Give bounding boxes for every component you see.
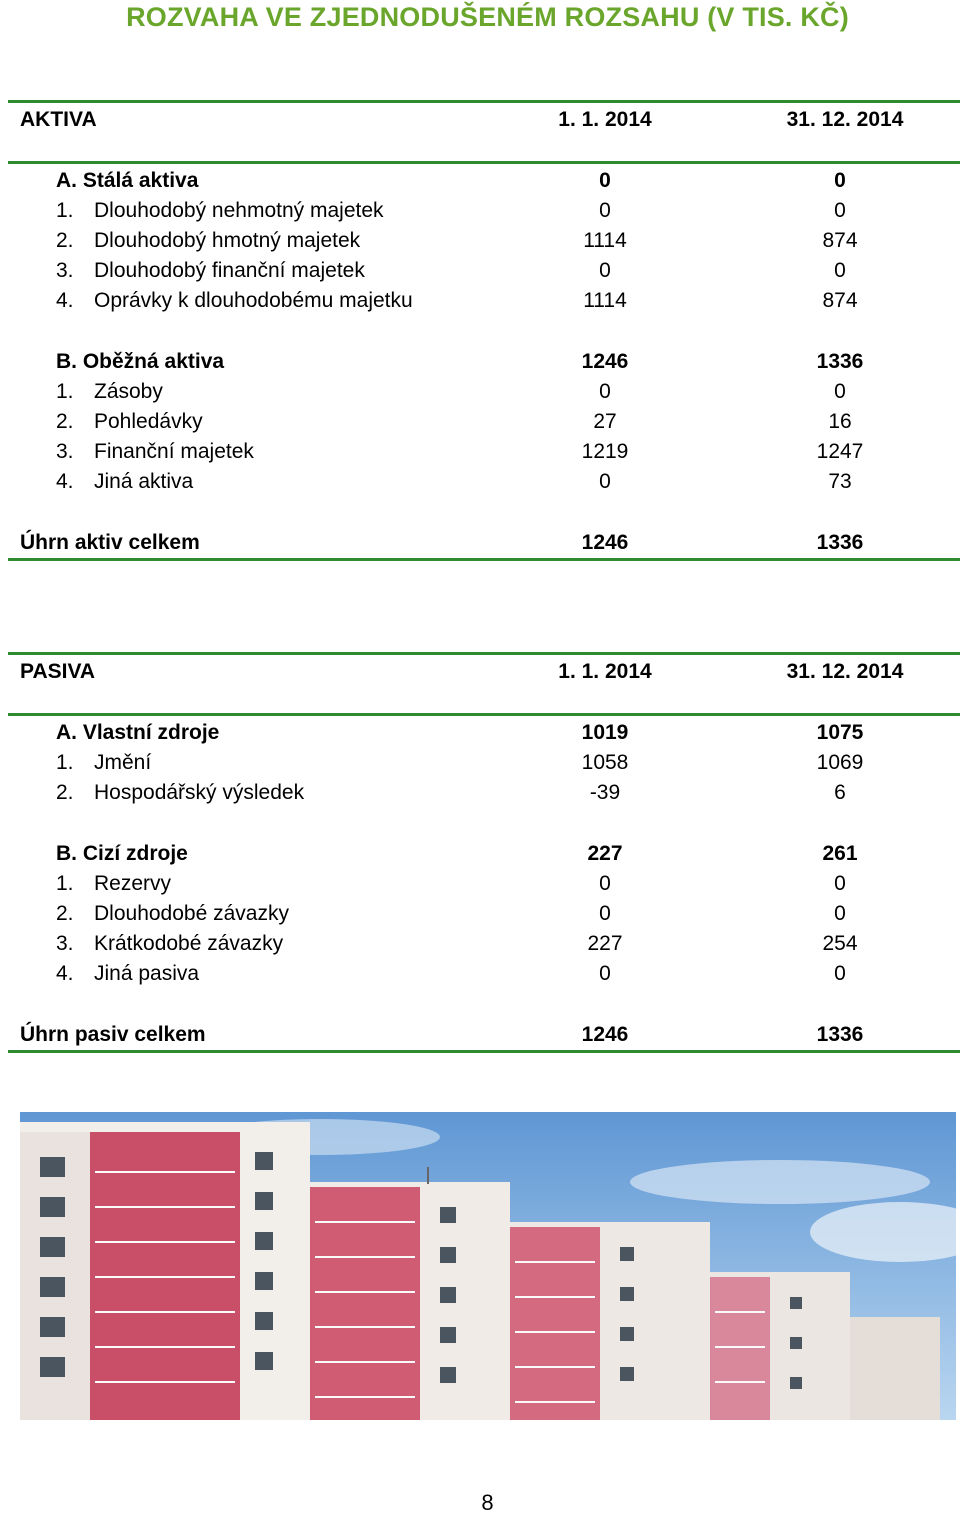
row-label: Dlouhodobý nehmotný majetek (94, 199, 384, 222)
header-col2: 31. 12. 2014 (786, 108, 904, 131)
row-col1: 0 (599, 962, 611, 985)
page-number: 8 (481, 1490, 494, 1515)
row-col2: 0 (834, 962, 846, 985)
header-label: PASIVA (20, 660, 96, 683)
row-label: Krátkodobé závazky (94, 932, 284, 955)
row-label: Hospodářský výsledek (94, 781, 305, 804)
section-row (8, 839, 960, 869)
table-row (8, 929, 960, 959)
section-col2: 261 (822, 842, 858, 865)
table-row (8, 256, 960, 286)
table-row (8, 196, 960, 226)
row-col2: 0 (834, 902, 846, 925)
total-row (8, 528, 960, 558)
row-col2: 874 (822, 229, 858, 252)
row-number: 1. (56, 199, 74, 222)
row-col2: 6 (834, 781, 846, 804)
row-number: 1. (56, 872, 74, 895)
row-col1: 1219 (581, 440, 629, 463)
total-col1: 1246 (581, 531, 629, 554)
page-title: ROZVAHA VE ZJEDNODUŠENÉM ROZSAHU (V TIS. KČ) (126, 2, 849, 32)
row-label: Dlouhodobý hmotný majetek (94, 229, 361, 252)
row-number: 3. (56, 932, 74, 955)
section-label: A. Vlastní zdroje (56, 721, 220, 744)
section-col1: 0 (599, 169, 611, 192)
header-col1: 1. 1. 2014 (558, 660, 652, 683)
row-col2: 1069 (816, 751, 864, 774)
row-col1: -39 (589, 781, 621, 804)
header-col2: 31. 12. 2014 (786, 660, 904, 683)
section-row (8, 718, 960, 748)
table-row (8, 437, 960, 467)
total-col1: 1246 (581, 1023, 629, 1046)
section-label: B. Cizí zdroje (56, 842, 188, 865)
table-header-row (8, 657, 960, 687)
row-col1: 0 (599, 902, 611, 925)
table-row (8, 959, 960, 989)
total-label: Úhrn aktiv celkem (20, 531, 200, 554)
building-block (850, 1317, 940, 1420)
apartment-building-photo (20, 1112, 956, 1420)
row-col2: 0 (834, 199, 846, 222)
row-col1: 0 (599, 470, 611, 493)
table-row (8, 286, 960, 316)
row-label: Pohledávky (94, 410, 203, 433)
row-col1: 27 (593, 410, 617, 433)
table-row (8, 407, 960, 437)
header-col1: 1. 1. 2014 (558, 108, 652, 131)
section-label: B. Oběžná aktiva (56, 350, 225, 373)
row-label: Zásoby (94, 380, 163, 403)
row-col2: 16 (828, 410, 852, 433)
section-row (8, 166, 960, 196)
row-col1: 0 (599, 199, 611, 222)
row-number: 1. (56, 380, 74, 403)
row-col2: 0 (834, 872, 846, 895)
section-col2: 0 (834, 169, 846, 192)
row-number: 4. (56, 289, 74, 312)
row-label: Rezervy (94, 872, 172, 895)
section-col1: 1019 (581, 721, 629, 744)
section-row (8, 347, 960, 377)
table-row (8, 226, 960, 256)
row-col1: 1114 (583, 229, 627, 252)
table-header-row (8, 105, 960, 135)
row-col1: 1114 (583, 289, 627, 312)
table-row (8, 377, 960, 407)
table-row (8, 899, 960, 929)
row-col1: 0 (599, 259, 611, 282)
total-col2: 1336 (816, 1023, 864, 1046)
section-col2: 1336 (816, 350, 864, 373)
row-number: 2. (56, 781, 74, 804)
table-row (8, 778, 960, 808)
header-label: AKTIVA (20, 108, 97, 131)
section-col2: 1075 (816, 721, 864, 744)
row-label: Dlouhodobý finanční majetek (94, 259, 365, 282)
row-number: 4. (56, 470, 74, 493)
section-col1: 227 (587, 842, 623, 865)
row-col2: 254 (822, 932, 858, 955)
table-row (8, 467, 960, 497)
row-col2: 1247 (816, 440, 864, 463)
row-col2: 73 (828, 470, 852, 493)
total-label: Úhrn pasiv celkem (20, 1023, 206, 1046)
row-label: Jmění (94, 751, 152, 774)
table-row (8, 869, 960, 899)
table-top-rule (8, 100, 960, 103)
row-number: 2. (56, 410, 74, 433)
row-col1: 227 (587, 932, 623, 955)
section-label: A. Stálá aktiva (56, 169, 199, 192)
table-top-rule (8, 652, 960, 655)
row-label: Jiná pasiva (94, 962, 200, 985)
table-bottom-rule (8, 558, 960, 561)
section-col1: 1246 (581, 350, 629, 373)
total-row (8, 1020, 960, 1050)
row-number: 3. (56, 259, 74, 282)
building-facade (710, 1277, 770, 1420)
row-label: Finanční majetek (94, 440, 254, 463)
table-row (8, 748, 960, 778)
row-number: 1. (56, 751, 74, 774)
row-col1: 1058 (581, 751, 629, 774)
header-bottom-rule (8, 161, 960, 164)
row-col1: 0 (599, 872, 611, 895)
building-facade (510, 1227, 600, 1420)
row-number: 3. (56, 440, 74, 463)
row-number: 2. (56, 902, 74, 925)
row-col2: 0 (834, 259, 846, 282)
row-label: Jiná aktiva (94, 470, 194, 493)
table-bottom-rule (8, 1050, 960, 1053)
row-col2: 0 (834, 380, 846, 403)
total-col2: 1336 (816, 531, 864, 554)
building-illustration (20, 1112, 956, 1420)
row-number: 2. (56, 229, 74, 252)
row-col1: 0 (599, 380, 611, 403)
row-number: 4. (56, 962, 74, 985)
row-label: Dlouhodobé závazky (94, 902, 289, 925)
row-col2: 874 (822, 289, 858, 312)
row-label: Oprávky k dlouhodobému majetku (94, 289, 413, 312)
header-bottom-rule (8, 713, 960, 716)
cloud (630, 1160, 930, 1204)
